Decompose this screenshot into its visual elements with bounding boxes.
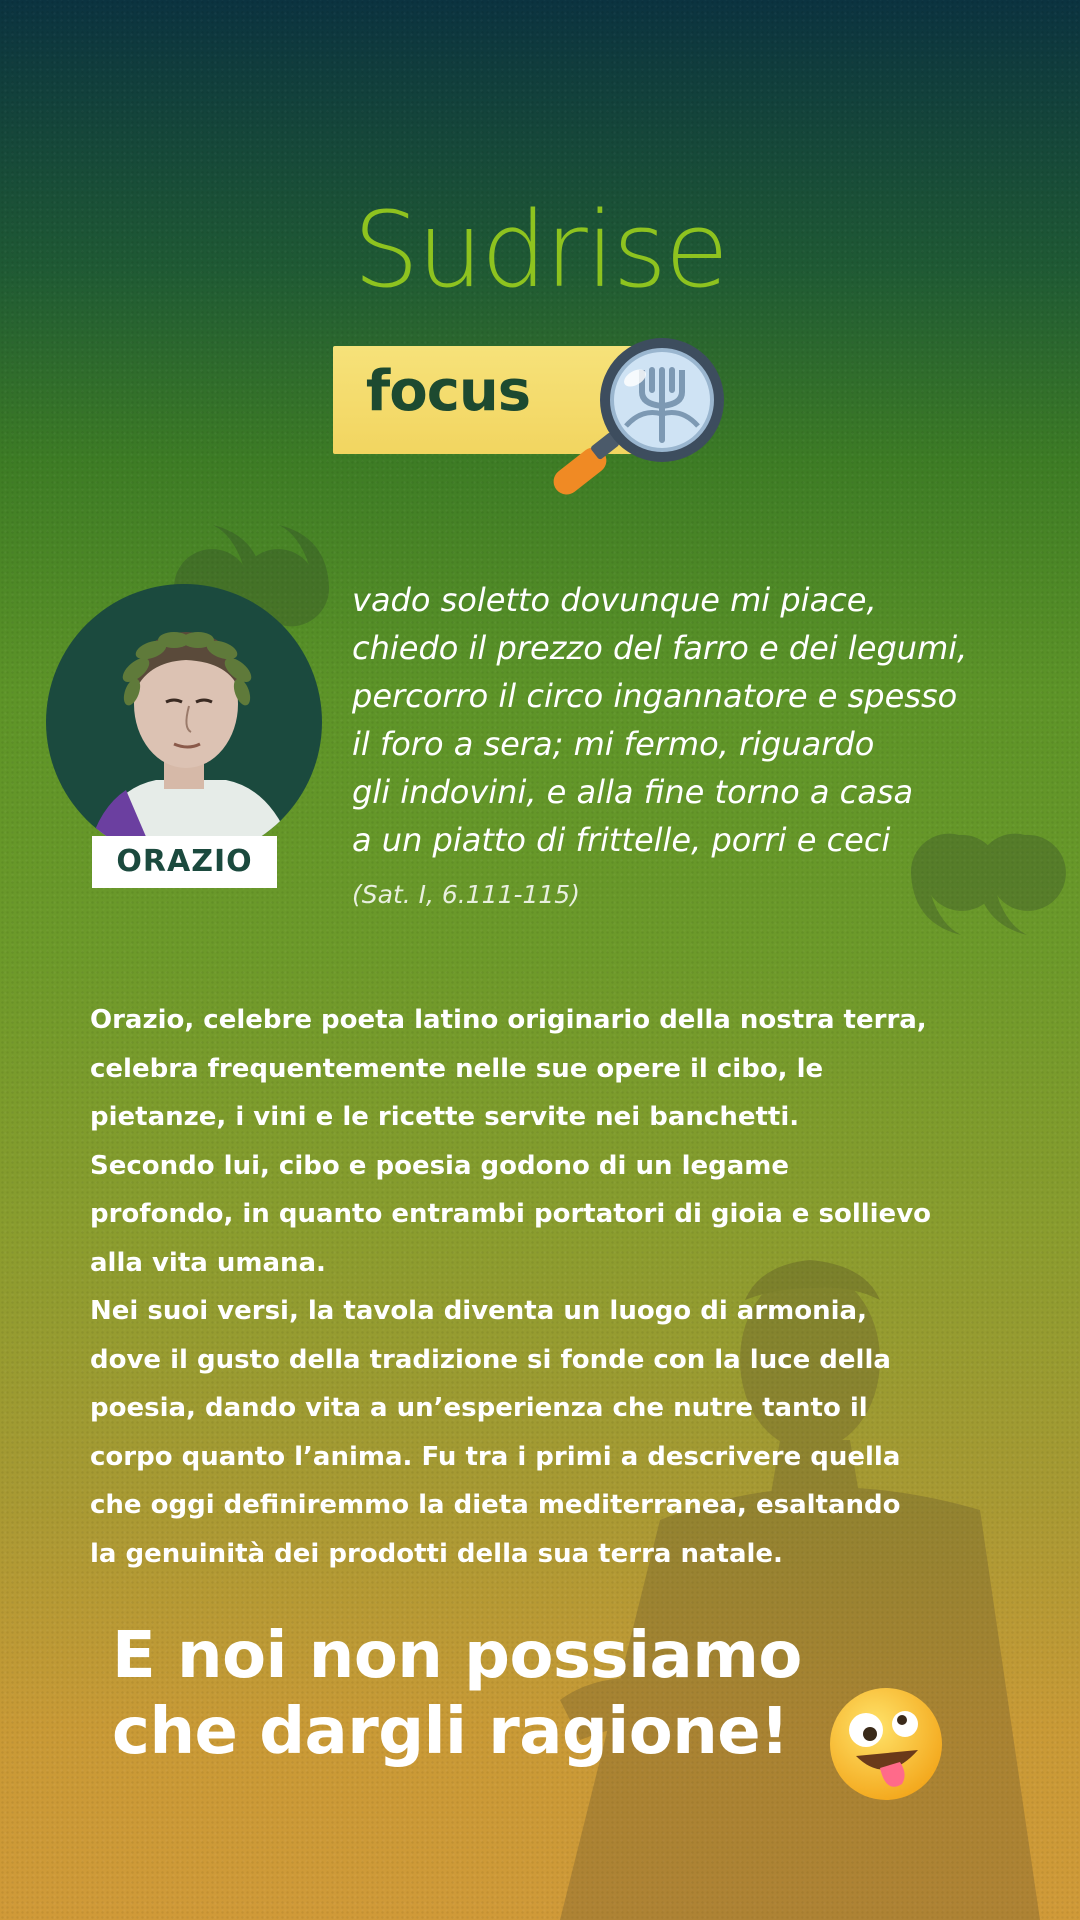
body-line: celebra frequentemente nelle sue opere il cibo, le: [90, 1053, 824, 1084]
body-line: corpo quanto l’anima. Fu tra i primi a descrivere quella: [90, 1441, 901, 1472]
body-line: dove il gusto della tradizione si fonde con la luce della: [90, 1344, 891, 1375]
quote-line: gli indovini, e alla fine torno a casa: [352, 773, 914, 811]
body-line: Secondo lui, cibo e poesia godono di un legame: [90, 1150, 790, 1181]
body-line: profondo, in quanto entrambi portatori di gioia e sollievo: [90, 1199, 932, 1229]
description-paragraph: [90, 996, 1020, 1578]
body-line: pietanze, i vini e le ricette servite nei banchetti.: [90, 1102, 800, 1132]
quote-line: a un piatto di frittelle, porri e ceci: [352, 821, 891, 859]
author-portrait: [46, 584, 322, 860]
laurel-crowned-poet-portrait: [46, 584, 322, 860]
quote-line: chiedo il prezzo del farro e dei legumi,: [352, 629, 968, 667]
body-line: la genuinità dei prodotti della sua terra natale.: [90, 1538, 783, 1569]
author-name-tag: ORAZIO: [92, 836, 277, 888]
closing-headline: [112, 1618, 802, 1770]
body-line: che oggi definiremmo la dieta mediterranea, esaltando: [90, 1490, 901, 1520]
quote-line: percorro il circo ingannatore e spesso: [352, 677, 958, 715]
body-line: alla vita umana.: [90, 1247, 326, 1278]
body-line: Nei suoi versi, la tavola diventa un luogo di armonia,: [90, 1296, 867, 1326]
body-line: poesia, dando vita a un’esperienza che nutre tanto il: [90, 1393, 868, 1423]
body-line: Orazio, celebre poeta latino originario della nostra terra,: [90, 1005, 927, 1035]
quote-citation: (Sat. I, 6.111-115): [352, 880, 580, 909]
magnifier-fork-icon: [530, 330, 750, 500]
cta-line: E noi non possiamo: [112, 1619, 802, 1693]
zany-face-emoji: [826, 1684, 946, 1804]
cta-line: che dargli ragione!: [112, 1695, 789, 1769]
brand-wordmark: Sudrise: [353, 189, 727, 311]
quote-line: vado soletto dovunque mi piace,: [352, 581, 877, 619]
brand-tagline: focus: [365, 359, 531, 424]
quote-line: il foro a sera; mi fermo, riguardo: [352, 725, 875, 763]
poem-quote: [352, 576, 1052, 864]
